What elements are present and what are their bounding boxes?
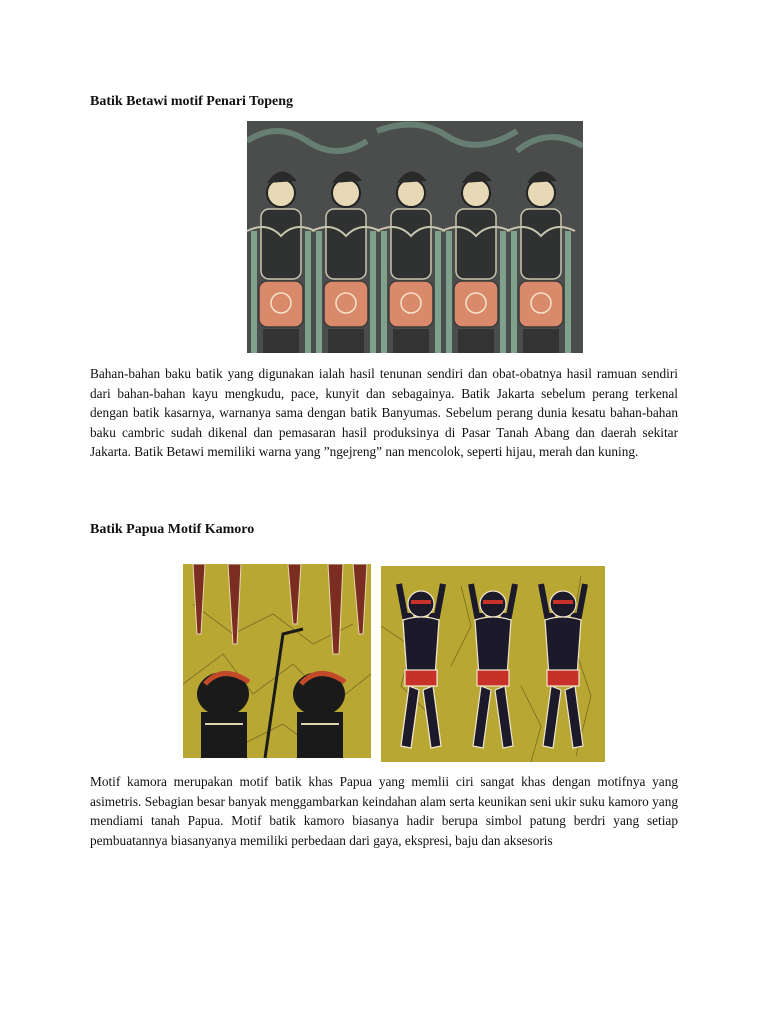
section-heading-betawi: Batik Betawi motif Penari Topeng [90,94,294,109]
paragraph-betawi: Bahan-bahan baku batik yang digunakan ialah hasil tenunan sendiri dan obat-obatnya hasil ramuan sendiri dari bahan-bahan kayu mengkudu, pace, kunyit dan sebagainya. Batik Jakarta sebelum perang terkenal dengan batik kasarnya, warnanya sama dengan batik Banyumas. Sebelum perang dunia kesatu bahan-bahan baku cambric sudah dikenal dan pemasaran hasil produksinya di Pasar Tanah Abang dan daerah sekitar Jakarta. Batik Betawi memiliki warna yang ”ngejreng” nan mencolok, seperti hijau, merah dan kuning. [90,366,678,460]
section-heading-papua: Batik Papua Motif Kamoro [90,522,255,537]
batik-kamoro-image-right [381,566,605,762]
batik-betawi-image [247,121,583,353]
kamoro-right-illustration [381,566,605,762]
batik-kamoro-image-left [183,564,371,758]
paragraph-papua: Motif kamora merupakan motif batik khas Papua yang memlii ciri sangat khas dengan motifnya yang asimetris. Sebagian besar banyak menggambarkan keindahan alam serta keunikan seni ukir suku kamoro yang mendiami tanah Papua. Motif batik kamoro biasanya hadir berupa simbol patung berdri yang setiap pembuatannya biasanyanya memiliki perbedaan dari gaya, ekspresi, baju dan aksesoris [90,774,678,848]
penari-topeng-illustration [247,121,583,353]
kamoro-left-illustration [183,564,371,758]
